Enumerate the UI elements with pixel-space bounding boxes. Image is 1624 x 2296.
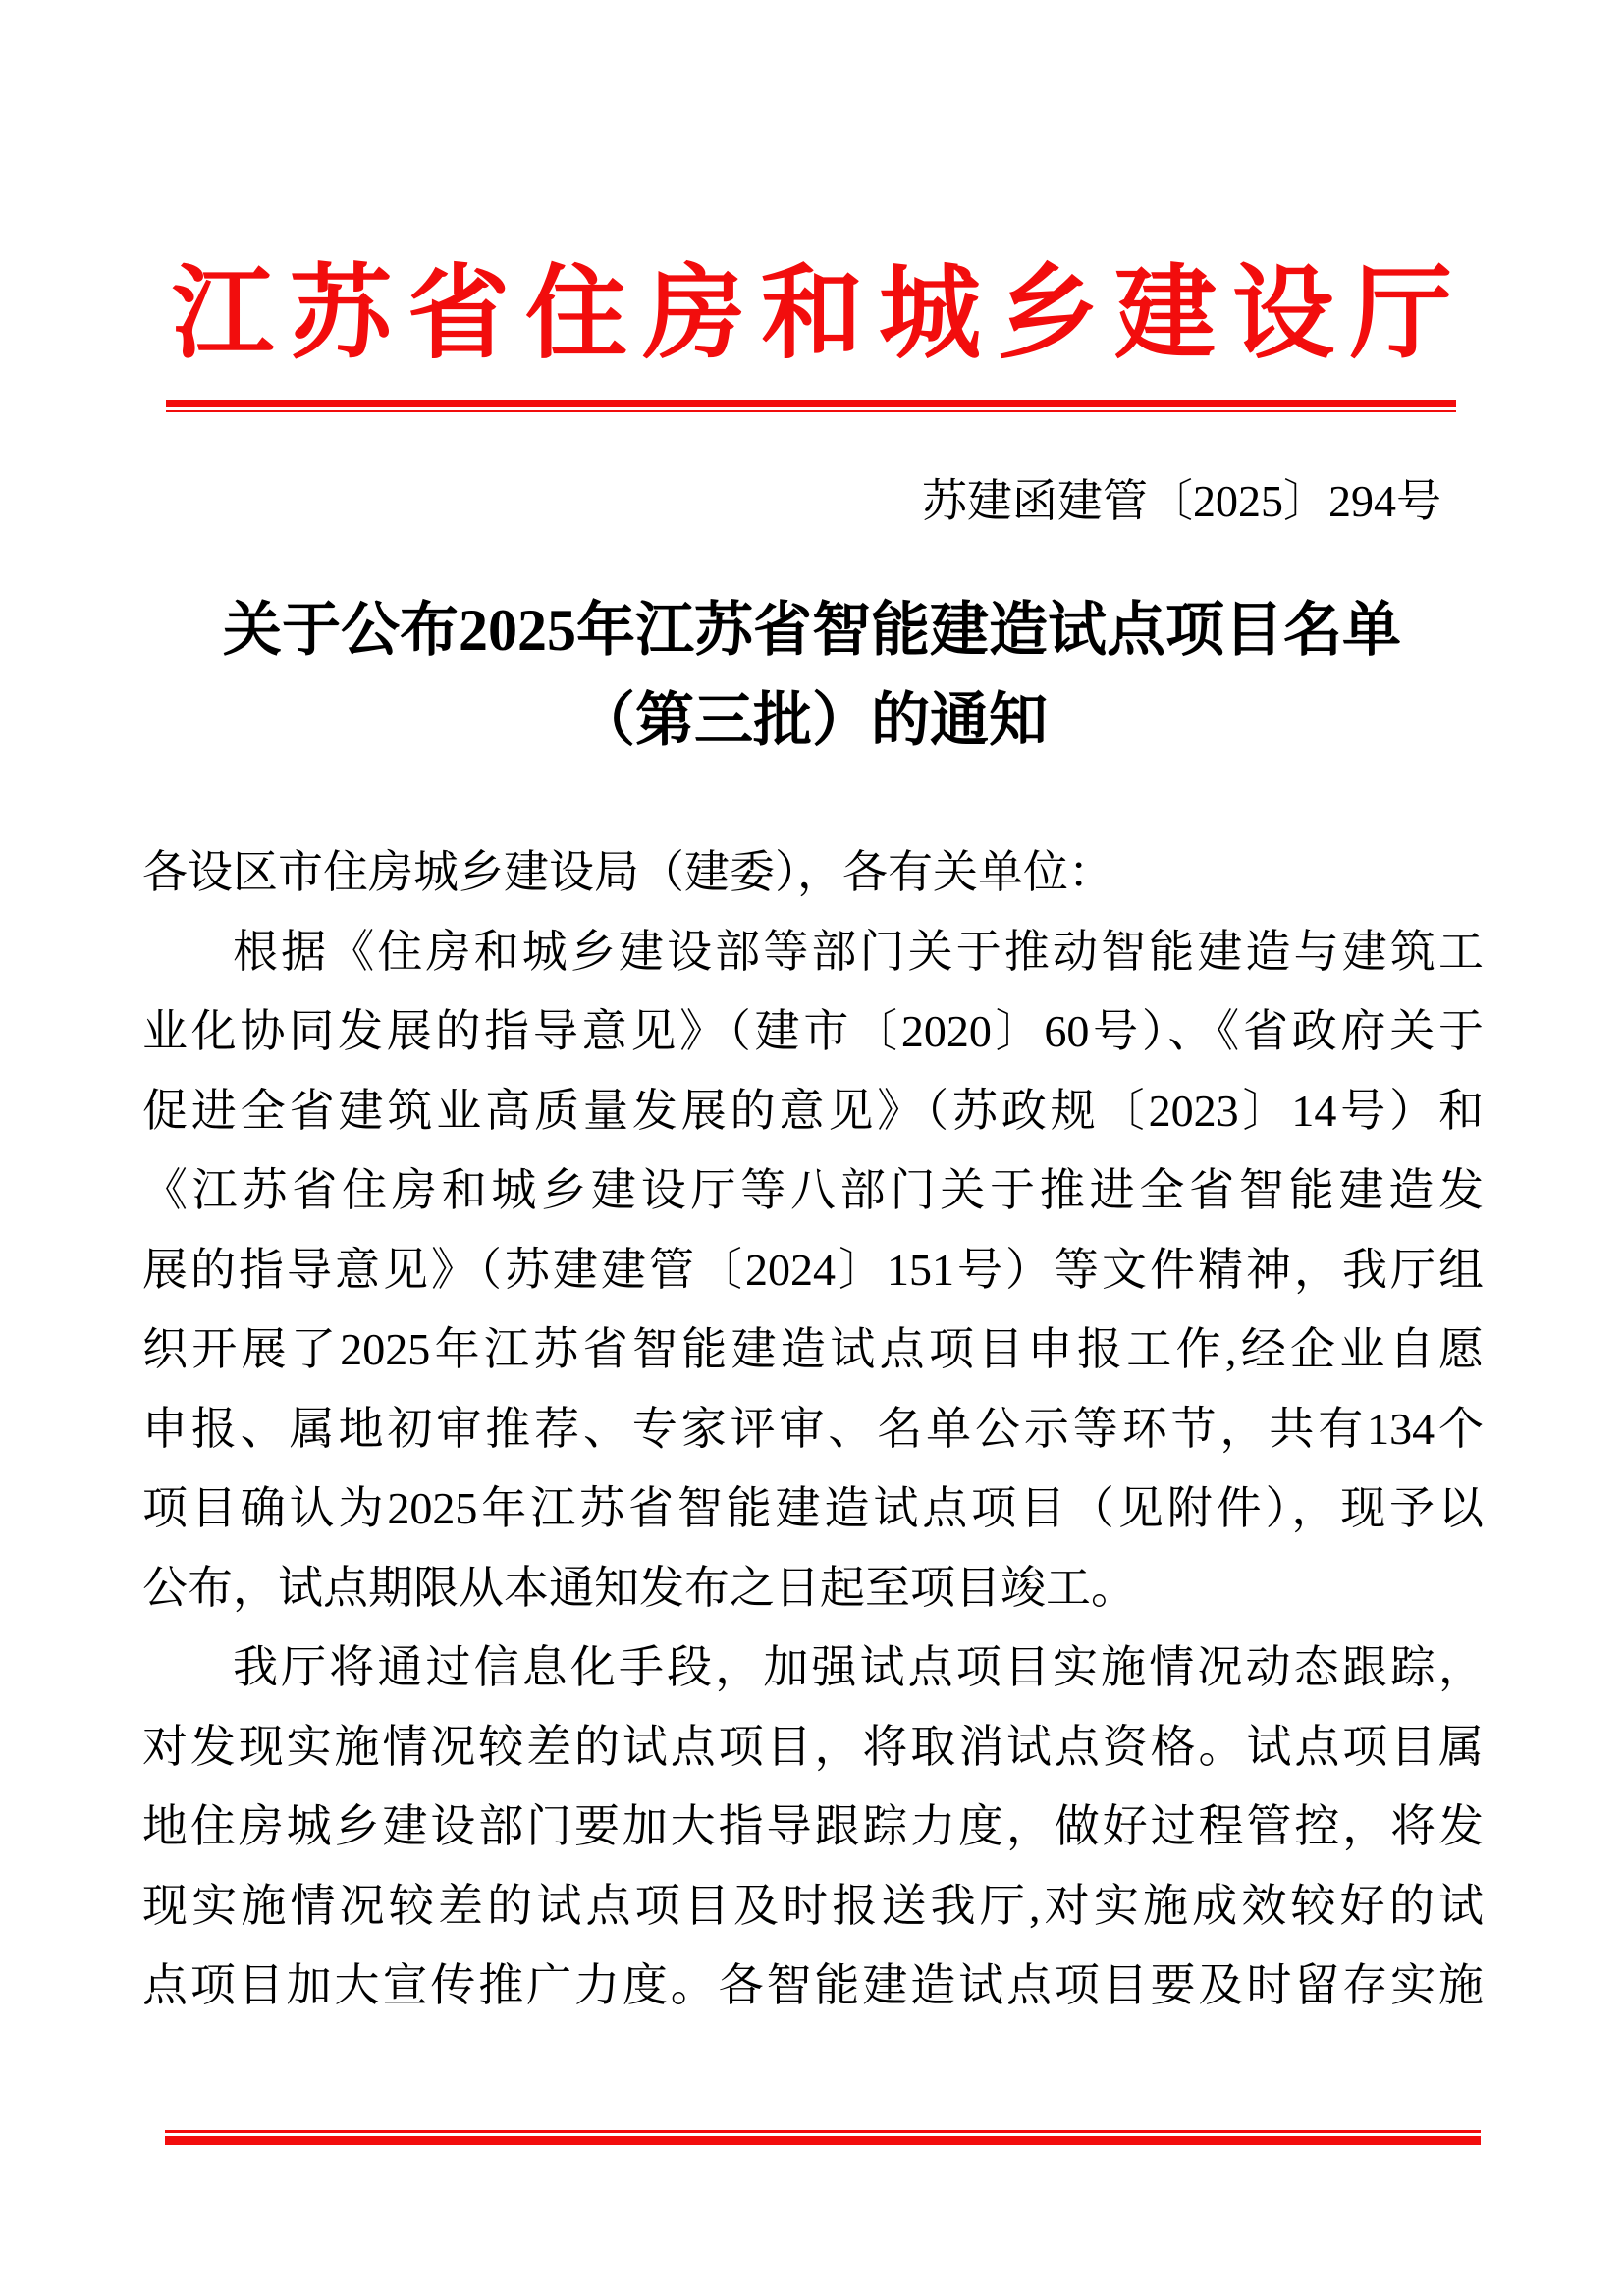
- header-red-rule: [166, 400, 1456, 412]
- body-line: 项目确认为2025年江苏省智能建造试点项目（见附件），现予以: [142, 1483, 1484, 1533]
- body-line: 申报、属地初审推荐、专家评审、名单公示等环节，共有134个: [142, 1404, 1484, 1454]
- body-line: 现实施情况较差的试点项目及时报送我厅,对实施成效较好的试: [142, 1881, 1484, 1931]
- body-line: 业化协同发展的指导意见》（建市〔2020〕60号）、《省政府关于: [142, 1006, 1484, 1056]
- agency-name-header: 江苏省住房和城乡建设厅: [171, 258, 1468, 371]
- body-line: 根据《住房和城乡建设部等部门关于推动智能建造与建筑工: [233, 927, 1484, 977]
- document-number: 苏建函建管〔2025〕294号: [922, 476, 1441, 526]
- body-line: 点项目加大宣传推广力度。各智能建造试点项目要及时留存实施: [142, 1960, 1484, 2010]
- header-rule-thin-line: [166, 410, 1456, 412]
- footer-red-rule: [165, 2130, 1481, 2145]
- body-line: 公布，试点期限从本通知发布之日起至项目竣工。: [142, 1563, 1136, 1613]
- body-line: 展的指导意见》（苏建建管〔2024〕151号）等文件精神，我厅组: [142, 1245, 1484, 1295]
- body-line: 促进全省建筑业高质量发展的意见》（苏政规〔2023〕14号）和: [142, 1086, 1485, 1136]
- body-line: 织开展了2025年江苏省智能建造试点项目申报工作,经企业自愿: [142, 1324, 1484, 1374]
- salutation-line: 各设区市住房城乡建设局（建委），各有关单位：: [142, 847, 1113, 897]
- document-body: [142, 832, 1484, 2025]
- body-line: 我厅将通过信息化手段，加强试点项目实施情况动态跟踪，: [233, 1642, 1484, 1692]
- header-rule-thick-line: [166, 400, 1456, 407]
- footer-rule-thick-line: [165, 2136, 1481, 2145]
- body-line: 地住房城乡建设部门要加大指导跟踪力度，做好过程管控，将发: [142, 1801, 1484, 1851]
- document-title: [0, 585, 1624, 766]
- body-line: 《江苏省住房和城乡建设厅等八部门关于推进全省智能建造发: [142, 1165, 1484, 1215]
- body-line: 对发现实施情况较差的试点项目，将取消试点资格。试点项目属: [142, 1722, 1484, 1772]
- document-title-line1: 关于公布2025年江苏省智能建造试点项目名单: [223, 598, 1401, 663]
- document-title-line2: （第三批）的通知: [576, 688, 1048, 753]
